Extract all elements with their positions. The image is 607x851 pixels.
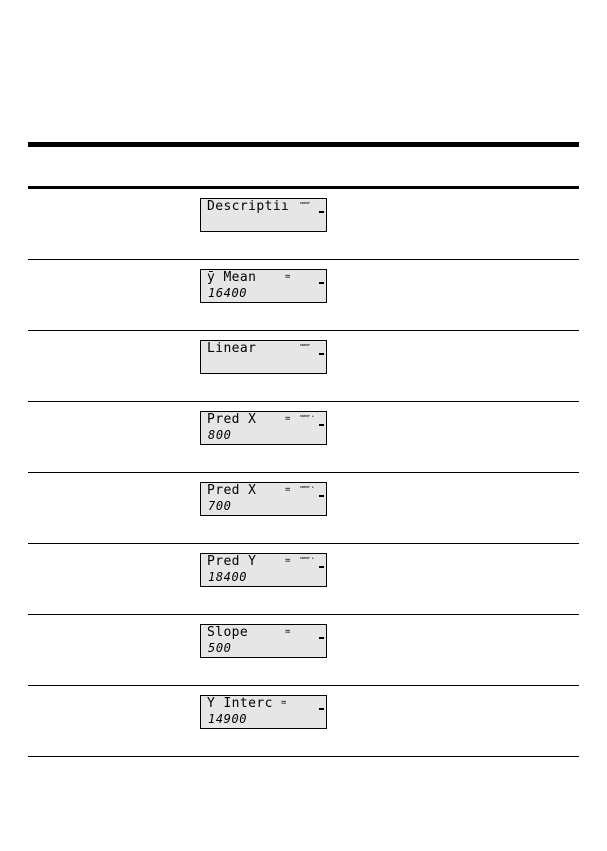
row-divider [28, 330, 579, 331]
row-divider [28, 472, 579, 473]
lcd-label: Pred Y [207, 554, 257, 569]
row-divider [28, 685, 579, 686]
input-annunciator: INPUT [299, 556, 310, 560]
lcd-label: Y Interc [207, 696, 273, 711]
row-divider [28, 401, 579, 402]
input-annunciator: INPUT [299, 485, 310, 489]
lcd-display [200, 482, 327, 516]
table-top-rule [28, 142, 579, 147]
lcd-equals: = [285, 627, 291, 637]
lcd-display [200, 624, 327, 658]
lcd-equals: = [285, 556, 291, 566]
lcd-label: Slope [207, 625, 249, 640]
lcd-indicator-icon [319, 495, 324, 497]
lcd-value: 14900 [208, 712, 248, 726]
lcd-value: 500 [208, 641, 232, 655]
lcd-indicator-icon [319, 424, 324, 426]
input-annunciator: INPUT [299, 201, 310, 205]
row-divider [28, 756, 579, 757]
lcd-value: 800 [208, 428, 232, 442]
input-annunciator: INPUT [299, 343, 310, 347]
lcd-value: 18400 [208, 570, 248, 584]
lcd-value: 700 [208, 499, 232, 513]
row-divider [28, 259, 579, 260]
lcd-indicator-icon [319, 566, 324, 568]
lcd-display [200, 411, 327, 445]
lcd-label: Linear [207, 341, 257, 356]
table-header-rule [28, 186, 579, 189]
up-arrow-icon: ▴ [311, 413, 314, 418]
lcd-label: Pred X [207, 412, 257, 427]
lcd-label: ȳ Mean [207, 270, 257, 285]
lcd-display [200, 198, 327, 232]
lcd-equals: = [285, 414, 291, 424]
lcd-equals: = [285, 272, 291, 282]
lcd-indicator-icon [319, 637, 324, 639]
lcd-label: Pred X [207, 483, 257, 498]
row-divider [28, 543, 579, 544]
row-divider [28, 614, 579, 615]
lcd-value: 16400 [208, 286, 248, 300]
lcd-display [200, 269, 327, 303]
lcd-indicator-icon [319, 282, 324, 284]
lcd-indicator-icon [319, 708, 324, 710]
lcd-indicator-icon [319, 211, 324, 213]
input-annunciator: INPUT [299, 414, 310, 418]
lcd-equals: = [285, 485, 291, 495]
lcd-indicator-icon [319, 353, 324, 355]
lcd-display [200, 553, 327, 587]
up-arrow-icon: ▴ [311, 555, 314, 560]
lcd-equals: = [281, 698, 287, 708]
lcd-display [200, 340, 327, 374]
lcd-display [200, 695, 327, 729]
lcd-label: Descriptiı [207, 199, 290, 214]
up-arrow-icon: ▴ [311, 484, 314, 489]
